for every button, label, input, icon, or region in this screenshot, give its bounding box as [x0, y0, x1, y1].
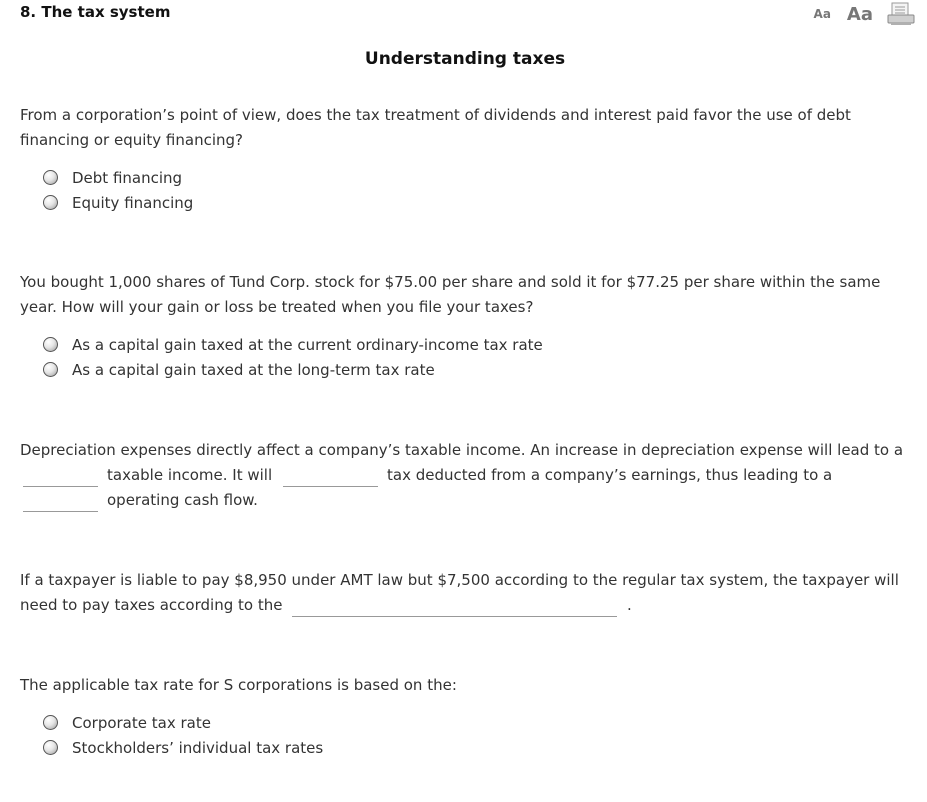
radio-button[interactable] [43, 170, 58, 185]
radio-button[interactable] [43, 362, 58, 377]
question-5-options [43, 710, 323, 760]
option-individual-tax-rates[interactable] [43, 735, 323, 760]
section-title: Understanding taxes [364, 49, 566, 69]
print-icon[interactable] [887, 2, 915, 26]
question-3-segment-a: taxable income. It will [107, 466, 273, 484]
option-label: Corporate tax rate [72, 713, 211, 732]
decrease-font-button[interactable]: Aa [813, 7, 831, 21]
option-debt-financing[interactable] [43, 165, 193, 190]
radio-button[interactable] [43, 195, 58, 210]
option-label: Stockholders’ individual tax rates [72, 738, 324, 757]
option-ordinary-income-rate[interactable] [43, 332, 543, 357]
question-2-text: You bought 1,000 shares of Tund Corp. stock for $75.00 per share and sold it for $77.25 per share within the same year. How will your gain or loss be treated when you file your taxes? [20, 273, 881, 316]
increase-font-button[interactable]: Aa [846, 3, 873, 25]
question-1-options [43, 165, 193, 215]
question-3-segment-b: tax deducted from a company’s earnings, thus leading to a [387, 466, 833, 484]
question-4-end: . [627, 596, 632, 614]
radio-button[interactable] [43, 715, 58, 730]
radio-button[interactable] [43, 337, 58, 352]
blank-tax-system[interactable] [292, 616, 617, 617]
option-corporate-tax-rate[interactable] [43, 710, 323, 735]
blank-operating-cash-flow[interactable] [23, 511, 98, 512]
question-4-text: If a taxpayer is liable to pay $8,950 under AMT law but $7,500 according to the regular tax system, the taxpayer will need to pay taxes according to the [20, 571, 899, 614]
option-label: As a capital gain taxed at the long-term tax rate [72, 360, 435, 379]
question-5-text: The applicable tax rate for S corporations is based on the: [20, 676, 457, 694]
option-long-term-rate[interactable] [43, 357, 543, 382]
blank-taxable-income[interactable] [23, 486, 98, 487]
question-3-segment-c: operating cash flow. [107, 491, 258, 509]
option-label: Debt financing [72, 168, 183, 187]
option-label: As a capital gain taxed at the current ordinary-income tax rate [72, 335, 543, 354]
blank-tax-deducted[interactable] [283, 486, 378, 487]
toolbar [814, 2, 915, 26]
question-2-options [43, 332, 543, 382]
question-1-text: From a corporation’s point of view, does the tax treatment of dividends and interest paid favor the use of debt financing or equity financing? [20, 106, 851, 149]
question-3-text: Depreciation expenses directly affect a company’s taxable income. An increase in depreciation expense will lead to a [20, 441, 904, 459]
page-title: 8. The tax system [20, 3, 171, 21]
option-equity-financing[interactable] [43, 190, 193, 215]
option-label: Equity financing [72, 193, 194, 212]
radio-button[interactable] [43, 740, 58, 755]
